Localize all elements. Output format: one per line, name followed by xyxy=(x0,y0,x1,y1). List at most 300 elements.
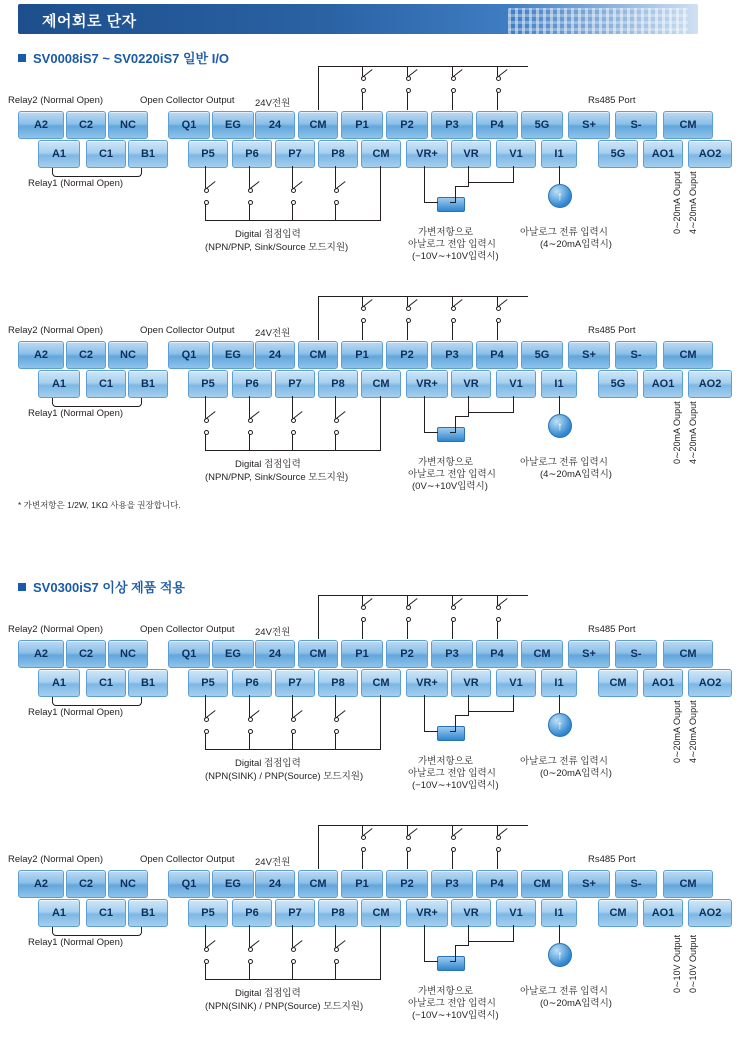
switch-contact-icon xyxy=(334,717,350,733)
wire-vertical xyxy=(380,695,381,749)
wire-vertical xyxy=(318,296,319,340)
wire-vertical xyxy=(249,733,250,749)
wire-horizontal xyxy=(424,432,438,433)
label-digital-mode: (NPN/PNP, Sink/Source 모드지원) xyxy=(205,242,349,253)
terminal-vr-bottom[interactable]: VR xyxy=(451,899,491,927)
terminal-ao2-bottom[interactable]: AO2 xyxy=(688,899,732,927)
terminal-ao1-bottom[interactable]: AO1 xyxy=(643,140,683,168)
wire-vertical xyxy=(362,621,363,639)
wire-vertical xyxy=(455,715,456,731)
terminal-cm-bottom[interactable]: CM xyxy=(598,899,638,927)
wire-vertical xyxy=(249,434,250,450)
switch-contact-icon xyxy=(334,947,350,963)
terminal-row-bottom xyxy=(0,370,740,396)
terminal-i1-bottom[interactable]: I1 xyxy=(541,370,577,398)
terminal-p8-bottom[interactable]: P8 xyxy=(318,669,358,697)
label-pot-2: 아날로그 전압 입력시 xyxy=(408,998,496,1009)
switch-contact-icon xyxy=(204,188,220,204)
terminal-cm-bottom[interactable]: CM xyxy=(361,370,401,398)
terminal-p7-bottom[interactable]: P7 xyxy=(275,899,315,927)
switch-contact-icon xyxy=(204,947,220,963)
terminal-c2-top[interactable]: C2 xyxy=(66,870,106,898)
wire-vertical xyxy=(335,204,336,220)
switch-contact-icon xyxy=(406,306,422,322)
terminal-c1-bottom[interactable]: C1 xyxy=(86,899,126,927)
switch-arm xyxy=(407,69,418,78)
terminal-a2-top[interactable]: A2 xyxy=(18,341,64,369)
terminal-s--top[interactable]: S- xyxy=(615,640,657,668)
wire-vertical xyxy=(292,396,293,418)
wire-horizontal xyxy=(336,749,381,750)
switch-contact-icon xyxy=(451,605,467,621)
switch-contact-icon xyxy=(361,306,377,322)
label-analog-range: (0∼20mA입력시) xyxy=(540,998,612,1009)
terminal-eg-top[interactable]: EG xyxy=(212,870,254,898)
wire-vertical xyxy=(468,396,469,416)
terminal-s+-top[interactable]: S+ xyxy=(568,640,610,668)
terminal-p2-top[interactable]: P2 xyxy=(386,640,428,668)
terminal-vr-bottom[interactable]: VR xyxy=(451,669,491,697)
switch-arm xyxy=(292,411,303,420)
potentiometer-icon xyxy=(437,427,465,442)
label-output-1: 0∼20mA Ouput xyxy=(672,401,682,464)
terminal-q1-top[interactable]: Q1 xyxy=(168,640,210,668)
wire-vertical xyxy=(452,621,453,639)
switch-arm xyxy=(335,940,346,949)
wire-vertical xyxy=(407,621,408,639)
label-relay2: Relay2 (Normal Open) xyxy=(8,624,104,635)
terminal-c1-bottom[interactable]: C1 xyxy=(86,370,126,398)
terminal-p3-top[interactable]: P3 xyxy=(431,341,473,369)
terminal-p3-top[interactable]: P3 xyxy=(431,111,473,139)
switch-arm xyxy=(249,710,260,719)
wire-horizontal xyxy=(450,731,456,732)
wire-horizontal xyxy=(468,711,514,712)
terminal-cm-top[interactable]: CM xyxy=(298,870,338,898)
terminal-vrplus-bottom[interactable]: VR+ xyxy=(406,370,448,398)
potentiometer-icon xyxy=(437,726,465,741)
terminal-24-top[interactable]: 24 xyxy=(255,870,295,898)
wire-vertical xyxy=(559,396,560,414)
terminal-p5-bottom[interactable]: P5 xyxy=(188,140,228,168)
current-source-icon: ↑ xyxy=(548,713,572,737)
switch-arm xyxy=(335,181,346,190)
label-analog-current: 아날로그 전류 입력시 xyxy=(520,227,608,238)
terminal-p4-top[interactable]: P4 xyxy=(476,640,518,668)
switch-contact-icon xyxy=(451,76,467,92)
terminal-cm-top[interactable]: CM xyxy=(663,640,713,668)
wire-vertical xyxy=(205,733,206,749)
terminal-v1-bottom[interactable]: V1 xyxy=(496,899,536,927)
terminal-p7-bottom[interactable]: P7 xyxy=(275,140,315,168)
terminal-vrplus-bottom[interactable]: VR+ xyxy=(406,899,448,927)
terminal-nc-top[interactable]: NC xyxy=(108,870,148,898)
footnote: * 가변저항은 1/2W, 1KΩ 사용을 권장합니다. xyxy=(18,500,181,510)
terminal-nc-top[interactable]: NC xyxy=(108,341,148,369)
label-pot-range: (−10V∼+10V입력시) xyxy=(412,780,499,791)
wire-vertical xyxy=(362,92,363,110)
terminal-a1-bottom[interactable]: A1 xyxy=(38,370,80,398)
terminal-b1-bottom[interactable]: B1 xyxy=(128,370,168,398)
label-digital-mode: (NPN(SINK) / PNP(Source) 모드지원) xyxy=(205,771,364,782)
terminal-p2-top[interactable]: P2 xyxy=(386,870,428,898)
wire-horizontal xyxy=(455,186,469,187)
label-open-collector: Open Collector Output xyxy=(140,854,235,865)
wire-horizontal xyxy=(205,749,336,750)
label-pot-2: 아날로그 전압 입력시 xyxy=(408,768,496,779)
terminal-eg-top[interactable]: EG xyxy=(212,640,254,668)
terminal-a1-bottom[interactable]: A1 xyxy=(38,899,80,927)
terminal-v1-bottom[interactable]: V1 xyxy=(496,669,536,697)
terminal-ao1-bottom[interactable]: AO1 xyxy=(643,669,683,697)
label-24v: 24V전원 xyxy=(255,98,291,109)
wire-vertical xyxy=(455,186,456,202)
switch-arm xyxy=(205,710,216,719)
wire-vertical xyxy=(249,396,250,418)
label-relay2: Relay2 (Normal Open) xyxy=(8,325,104,336)
switch-arm xyxy=(205,411,216,420)
potentiometer-icon xyxy=(437,956,465,971)
potentiometer-icon xyxy=(437,197,465,212)
wire-horizontal xyxy=(424,202,438,203)
wire-vertical xyxy=(497,92,498,110)
label-digital-mode: (NPN(SINK) / PNP(Source) 모드지원) xyxy=(205,1001,364,1012)
terminal-cm-top[interactable]: CM xyxy=(521,870,563,898)
terminal-eg-top[interactable]: EG xyxy=(212,111,254,139)
label-digital-input: Digital 접점입력 xyxy=(235,758,301,769)
switch-arm xyxy=(362,598,373,607)
bullet-square-icon xyxy=(18,583,26,591)
label-digital-input: Digital 접점입력 xyxy=(235,988,301,999)
terminal-eg-top[interactable]: EG xyxy=(212,341,254,369)
switch-arm xyxy=(497,598,508,607)
terminal-s--top[interactable]: S- xyxy=(615,870,657,898)
switch-contact-icon xyxy=(248,418,264,434)
wire-horizontal xyxy=(450,202,456,203)
wire-vertical xyxy=(292,925,293,947)
wire-vertical xyxy=(335,733,336,749)
page-title: 제어회로 단자 xyxy=(42,13,137,30)
terminal-p4-top[interactable]: P4 xyxy=(476,341,518,369)
terminal-a2-top[interactable]: A2 xyxy=(18,640,64,668)
switch-arm xyxy=(292,710,303,719)
terminal-s+-top[interactable]: S+ xyxy=(568,111,610,139)
wire-horizontal xyxy=(336,220,381,221)
terminal-q1-top[interactable]: Q1 xyxy=(168,111,210,139)
terminal-p7-bottom[interactable]: P7 xyxy=(275,370,315,398)
terminal-p7-bottom[interactable]: P7 xyxy=(275,669,315,697)
terminal-s--top[interactable]: S- xyxy=(615,111,657,139)
label-24v: 24V전원 xyxy=(255,328,291,339)
terminal-vr-bottom[interactable]: VR xyxy=(451,370,491,398)
terminal-a1-bottom[interactable]: A1 xyxy=(38,669,80,697)
terminal-p8-bottom[interactable]: P8 xyxy=(318,370,358,398)
terminal-24-top[interactable]: 24 xyxy=(255,640,295,668)
switch-contact-icon xyxy=(248,188,264,204)
switch-contact-icon xyxy=(496,835,512,851)
wire-vertical xyxy=(335,925,336,947)
switch-arm xyxy=(205,181,216,190)
terminal-b1-bottom[interactable]: B1 xyxy=(128,899,168,927)
terminal-5g-bottom[interactable]: 5G xyxy=(598,140,638,168)
label-digital-input: Digital 접점입력 xyxy=(235,229,301,240)
switch-contact-icon xyxy=(291,947,307,963)
label-open-collector: Open Collector Output xyxy=(140,325,235,336)
terminal-p8-bottom[interactable]: P8 xyxy=(318,899,358,927)
terminal-5g-bottom[interactable]: 5G xyxy=(598,370,638,398)
terminal-nc-top[interactable]: NC xyxy=(108,111,148,139)
page-header xyxy=(0,0,740,38)
wire-horizontal xyxy=(205,450,336,451)
label-open-collector: Open Collector Output xyxy=(140,624,235,635)
wire-horizontal xyxy=(336,979,381,980)
terminal-p4-top[interactable]: P4 xyxy=(476,870,518,898)
label-analog-current: 아날로그 전류 입력시 xyxy=(520,756,608,767)
terminal-cm-bottom[interactable]: CM xyxy=(361,899,401,927)
terminal-c1-bottom[interactable]: C1 xyxy=(86,140,126,168)
terminal-p1-top[interactable]: P1 xyxy=(341,640,383,668)
terminal-ao2-bottom[interactable]: AO2 xyxy=(688,370,732,398)
label-24v: 24V전원 xyxy=(255,627,291,638)
wire-vertical xyxy=(249,166,250,188)
wire-vertical xyxy=(362,322,363,340)
terminal-p8-bottom[interactable]: P8 xyxy=(318,140,358,168)
wire-vertical xyxy=(335,396,336,418)
label-output-2: 4∼20mA Ouput xyxy=(688,401,698,464)
terminal-p5-bottom[interactable]: P5 xyxy=(188,899,228,927)
wire-horizontal xyxy=(336,450,381,451)
wire-horizontal xyxy=(455,416,469,417)
label-rs485: Rs485 Port xyxy=(588,95,636,106)
wire-vertical xyxy=(455,416,456,432)
label-24v: 24V전원 xyxy=(255,857,291,868)
terminal-cm-bottom[interactable]: CM xyxy=(361,669,401,697)
terminal-p1-top[interactable]: P1 xyxy=(341,341,383,369)
wire-vertical xyxy=(407,322,408,340)
terminal-q1-top[interactable]: Q1 xyxy=(168,870,210,898)
wire-vertical xyxy=(318,595,319,639)
terminal-p1-top[interactable]: P1 xyxy=(341,870,383,898)
wire-vertical xyxy=(205,396,206,418)
wire-vertical xyxy=(335,695,336,717)
wire-vertical xyxy=(513,925,514,941)
wire-horizontal xyxy=(455,715,469,716)
terminal-p6-bottom[interactable]: P6 xyxy=(232,370,272,398)
terminal-a2-top[interactable]: A2 xyxy=(18,870,64,898)
terminal-c2-top[interactable]: C2 xyxy=(66,111,106,139)
terminal-vrplus-bottom[interactable]: VR+ xyxy=(406,140,448,168)
terminal-vrplus-bottom[interactable]: VR+ xyxy=(406,669,448,697)
label-rs485: Rs485 Port xyxy=(588,325,636,336)
terminal-cm-top[interactable]: CM xyxy=(663,111,713,139)
label-analog-range: (4∼20mA입력시) xyxy=(540,239,612,250)
terminal-p2-top[interactable]: P2 xyxy=(386,111,428,139)
terminal-p4-top[interactable]: P4 xyxy=(476,111,518,139)
wire-horizontal xyxy=(468,182,514,183)
wire-vertical xyxy=(205,695,206,717)
relay1-brace xyxy=(52,697,142,706)
switch-contact-icon xyxy=(204,418,220,434)
label-pot-range: (−10V∼+10V입력시) xyxy=(412,251,499,262)
switch-contact-icon xyxy=(451,306,467,322)
switch-contact-icon xyxy=(248,947,264,963)
wire-horizontal xyxy=(450,432,456,433)
terminal-row-top xyxy=(0,341,740,367)
terminal-cm-top[interactable]: CM xyxy=(663,341,713,369)
current-source-icon: ↑ xyxy=(548,414,572,438)
label-pot-1: 가변저항으로 xyxy=(418,227,474,238)
header-dot-pattern xyxy=(508,8,688,38)
terminal-cm-top[interactable]: CM xyxy=(298,341,338,369)
terminal-ao2-bottom[interactable]: AO2 xyxy=(688,669,732,697)
wire-vertical xyxy=(407,92,408,110)
switch-arm xyxy=(497,69,508,78)
switch-contact-icon xyxy=(248,717,264,733)
label-open-collector: Open Collector Output xyxy=(140,95,235,106)
switch-contact-icon xyxy=(361,835,377,851)
wire-vertical xyxy=(513,695,514,711)
current-source-icon: ↑ xyxy=(548,184,572,208)
label-output-2: 0∼10V Output xyxy=(688,934,698,993)
terminal-p6-bottom[interactable]: P6 xyxy=(232,669,272,697)
terminal-c2-top[interactable]: C2 xyxy=(66,640,106,668)
switch-contact-icon xyxy=(334,188,350,204)
terminal-row-top xyxy=(0,870,740,896)
wire-vertical xyxy=(468,925,469,945)
relay1-brace xyxy=(52,927,142,936)
terminal-a1-bottom[interactable]: A1 xyxy=(38,140,80,168)
switch-arm xyxy=(362,828,373,837)
terminal-ao2-bottom[interactable]: AO2 xyxy=(688,140,732,168)
terminal-p6-bottom[interactable]: P6 xyxy=(232,899,272,927)
terminal-cm-top[interactable]: CM xyxy=(298,640,338,668)
terminal-q1-top[interactable]: Q1 xyxy=(168,341,210,369)
terminal-ao1-bottom[interactable]: AO1 xyxy=(643,370,683,398)
terminal-row-bottom xyxy=(0,669,740,695)
switch-arm xyxy=(335,710,346,719)
terminal-p5-bottom[interactable]: P5 xyxy=(188,669,228,697)
wire-vertical xyxy=(249,204,250,220)
switch-arm xyxy=(362,69,373,78)
terminal-5g-top[interactable]: 5G xyxy=(521,111,563,139)
wire-vertical xyxy=(205,166,206,188)
wire-vertical xyxy=(249,695,250,717)
terminal-s--top[interactable]: S- xyxy=(615,341,657,369)
wire-vertical xyxy=(513,396,514,412)
terminal-24-top[interactable]: 24 xyxy=(255,111,295,139)
terminal-24-top[interactable]: 24 xyxy=(255,341,295,369)
terminal-p6-bottom[interactable]: P6 xyxy=(232,140,272,168)
label-pot-2: 아날로그 전압 입력시 xyxy=(408,239,496,250)
terminal-a2-top[interactable]: A2 xyxy=(18,111,64,139)
wire-vertical xyxy=(292,434,293,450)
terminal-ao1-bottom[interactable]: AO1 xyxy=(643,899,683,927)
terminal-b1-bottom[interactable]: B1 xyxy=(128,140,168,168)
wire-vertical xyxy=(407,851,408,869)
label-analog-current: 아날로그 전류 입력시 xyxy=(520,986,608,997)
wire-vertical xyxy=(468,166,469,186)
terminal-p3-top[interactable]: P3 xyxy=(431,640,473,668)
terminal-cm-top[interactable]: CM xyxy=(663,870,713,898)
wire-horizontal xyxy=(450,961,456,962)
switch-contact-icon xyxy=(204,717,220,733)
wire-vertical xyxy=(497,621,498,639)
wire-vertical xyxy=(380,166,381,220)
terminal-p2-top[interactable]: P2 xyxy=(386,341,428,369)
terminal-s+-top[interactable]: S+ xyxy=(568,870,610,898)
terminal-s+-top[interactable]: S+ xyxy=(568,341,610,369)
terminal-p1-top[interactable]: P1 xyxy=(341,111,383,139)
wire-vertical xyxy=(318,66,319,110)
switch-arm xyxy=(452,828,463,837)
switch-arm xyxy=(362,299,373,308)
terminal-5g-top[interactable]: 5G xyxy=(521,341,563,369)
bullet-square-icon xyxy=(18,54,26,62)
terminal-cm-top[interactable]: CM xyxy=(521,640,563,668)
terminal-i1-bottom[interactable]: I1 xyxy=(541,140,577,168)
label-output-1: 0∼10V Output xyxy=(672,934,682,993)
label-analog-range: (4∼20mA입력시) xyxy=(540,469,612,480)
terminal-cm-bottom[interactable]: CM xyxy=(361,140,401,168)
switch-arm xyxy=(452,69,463,78)
terminal-nc-top[interactable]: NC xyxy=(108,640,148,668)
wire-vertical xyxy=(292,166,293,188)
label-output-1: 0∼20mA Ouput xyxy=(672,700,682,763)
switch-arm xyxy=(452,299,463,308)
current-source-icon: ↑ xyxy=(548,943,572,967)
terminal-i1-bottom[interactable]: I1 xyxy=(541,669,577,697)
terminal-c1-bottom[interactable]: C1 xyxy=(86,669,126,697)
wire-vertical xyxy=(205,434,206,450)
wire-vertical xyxy=(292,204,293,220)
switch-contact-icon xyxy=(451,835,467,851)
terminal-p3-top[interactable]: P3 xyxy=(431,870,473,898)
label-relay1: Relay1 (Normal Open) xyxy=(28,707,124,718)
section-title-2: SV0300iS7 이상 제품 적용 xyxy=(18,577,185,596)
terminal-cm-top[interactable]: CM xyxy=(298,111,338,139)
wire-horizontal xyxy=(455,945,469,946)
terminal-c2-top[interactable]: C2 xyxy=(66,341,106,369)
wire-vertical xyxy=(292,963,293,979)
switch-contact-icon xyxy=(361,76,377,92)
terminal-p5-bottom[interactable]: P5 xyxy=(188,370,228,398)
label-output-1: 0∼20mA Ouput xyxy=(672,171,682,234)
terminal-b1-bottom[interactable]: B1 xyxy=(128,669,168,697)
wire-vertical xyxy=(559,166,560,184)
terminal-row-top xyxy=(0,111,740,137)
label-relay2: Relay2 (Normal Open) xyxy=(8,95,104,106)
wire-vertical xyxy=(205,963,206,979)
switch-contact-icon xyxy=(291,418,307,434)
switch-arm xyxy=(407,598,418,607)
label-relay1: Relay1 (Normal Open) xyxy=(28,408,124,419)
switch-arm xyxy=(292,181,303,190)
wire-vertical xyxy=(452,92,453,110)
terminal-i1-bottom[interactable]: I1 xyxy=(541,899,577,927)
label-pot-range: (−10V∼+10V입력시) xyxy=(412,1010,499,1021)
diagram-3 xyxy=(0,595,740,825)
terminal-vr-bottom[interactable]: VR xyxy=(451,140,491,168)
switch-arm xyxy=(249,181,260,190)
diagram-4 xyxy=(0,825,740,1055)
wire-vertical xyxy=(497,851,498,869)
terminal-v1-bottom[interactable]: V1 xyxy=(496,140,536,168)
wire-vertical xyxy=(205,204,206,220)
wire-vertical xyxy=(335,434,336,450)
terminal-cm-bottom[interactable]: CM xyxy=(598,669,638,697)
terminal-v1-bottom[interactable]: V1 xyxy=(496,370,536,398)
wire-vertical xyxy=(249,963,250,979)
